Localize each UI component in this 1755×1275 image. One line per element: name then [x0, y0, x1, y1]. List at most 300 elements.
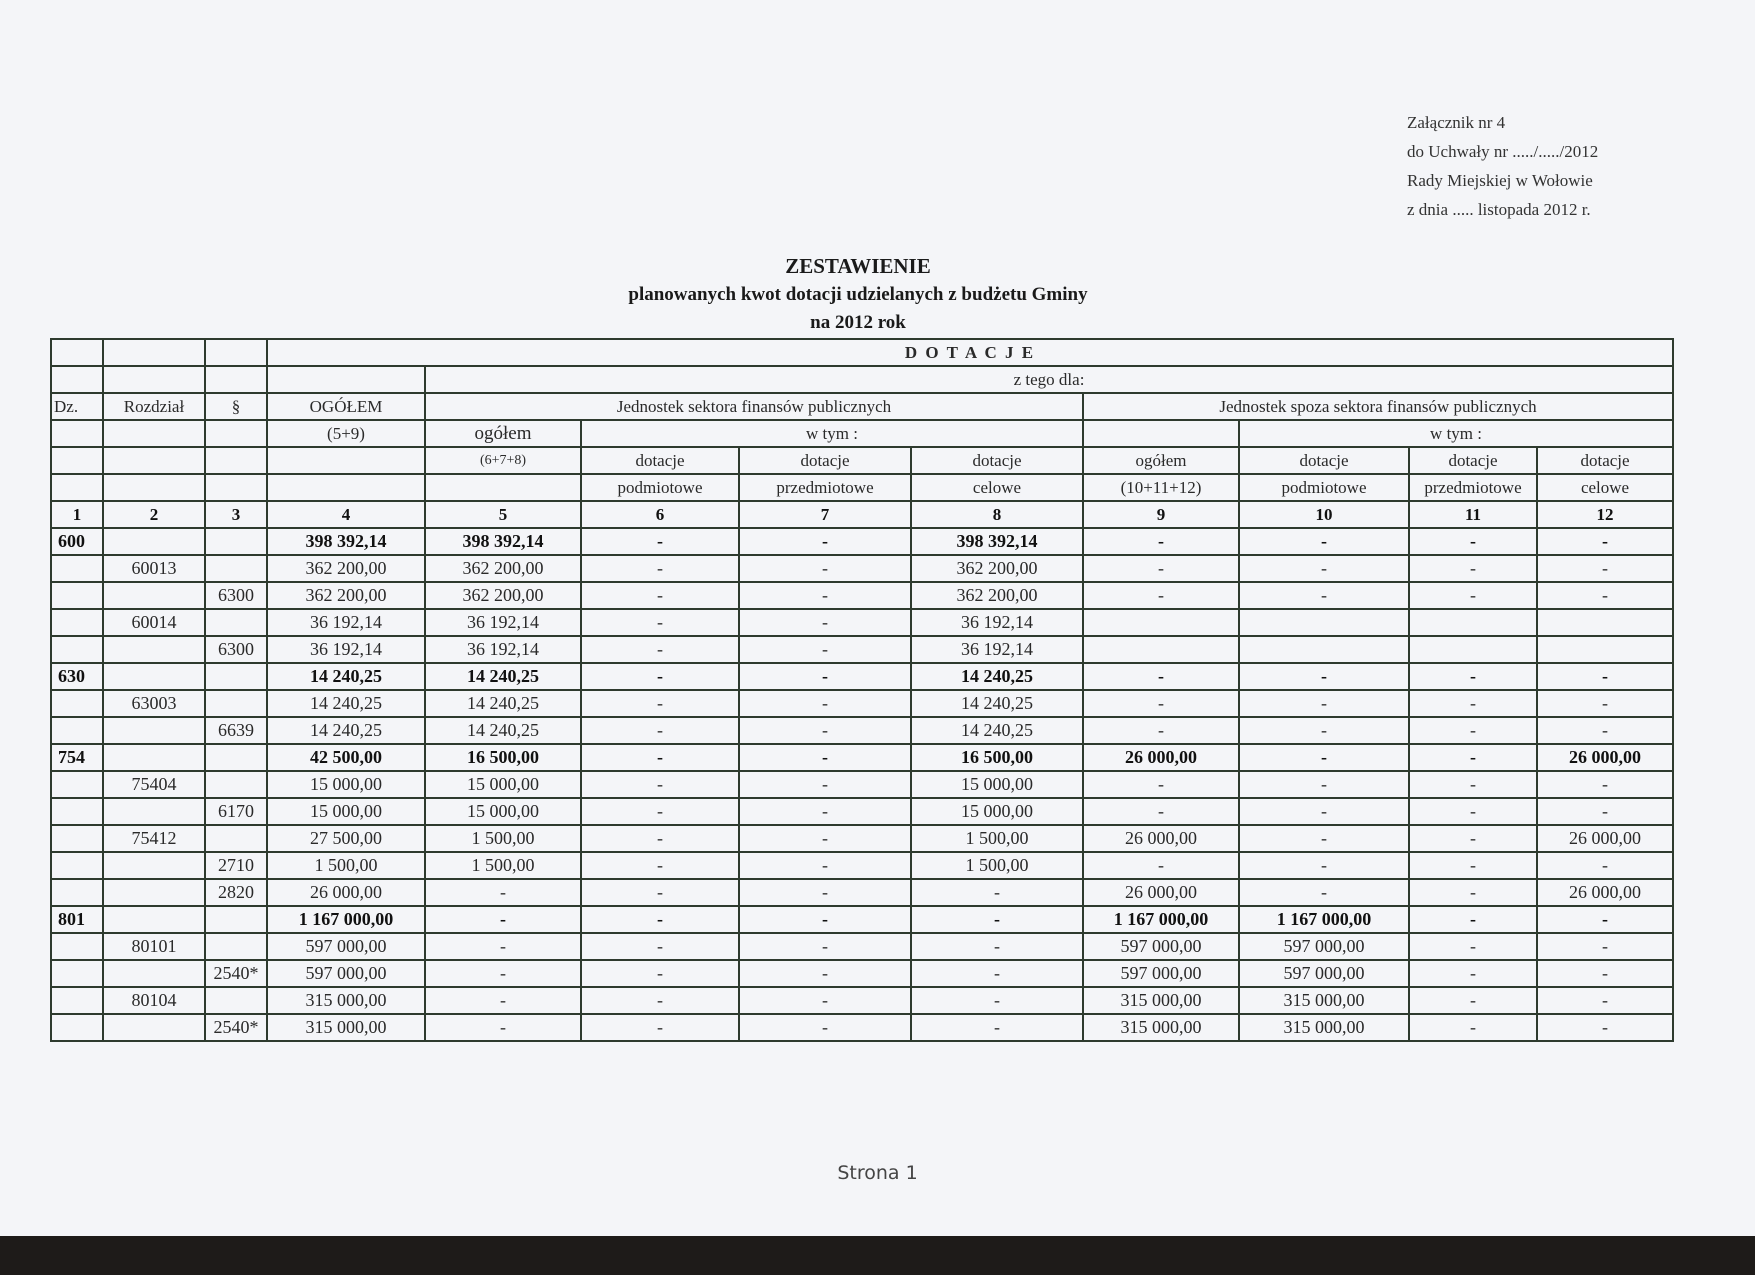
col-number: 12 [1537, 501, 1673, 528]
table-cell: 362 200,00 [425, 555, 581, 582]
table-cell: 801 [51, 906, 103, 933]
table-cell: - [739, 690, 911, 717]
table-cell: - [739, 852, 911, 879]
table-cell: 15 000,00 [911, 771, 1083, 798]
ogolem-header: OGÓŁEM [267, 393, 425, 420]
table-cell: - [739, 987, 911, 1014]
table-cell: - [581, 555, 739, 582]
table-cell: 2820 [205, 879, 267, 906]
table-cell: 14 240,25 [425, 690, 581, 717]
header-cell [205, 339, 267, 366]
table-cell: - [1409, 852, 1537, 879]
table-cell: - [1537, 663, 1673, 690]
table-cell: - [739, 528, 911, 555]
table-cell: - [1537, 798, 1673, 825]
table-cell [205, 987, 267, 1014]
header-cell [267, 366, 425, 393]
table-cell: - [1239, 798, 1409, 825]
table-cell: - [581, 609, 739, 636]
table-row [51, 852, 1673, 879]
table-cell: - [739, 825, 911, 852]
col8-header: dotacje [911, 447, 1083, 474]
table-cell: 75412 [103, 825, 205, 852]
table-cell [1239, 636, 1409, 663]
table-cell [205, 555, 267, 582]
table-row [51, 690, 1673, 717]
table-cell: 1 167 000,00 [267, 906, 425, 933]
table-cell: - [739, 744, 911, 771]
table-cell: - [581, 690, 739, 717]
table-cell: - [581, 1014, 739, 1041]
table-cell: 398 392,14 [425, 528, 581, 555]
col-number: 9 [1083, 501, 1239, 528]
table-cell: 14 240,25 [911, 663, 1083, 690]
table-cell: - [1537, 987, 1673, 1014]
col7-header: dotacje [739, 447, 911, 474]
table-row [51, 933, 1673, 960]
table-cell: 36 192,14 [425, 609, 581, 636]
table-cell: 26 000,00 [1083, 744, 1239, 771]
col-number: 4 [267, 501, 425, 528]
header-cell [103, 447, 205, 474]
table-cell: 60013 [103, 555, 205, 582]
table-cell [205, 609, 267, 636]
header-cell [51, 447, 103, 474]
annex-note [1407, 108, 1598, 224]
col8-sub: celowe [911, 474, 1083, 501]
table-cell: 26 000,00 [1537, 879, 1673, 906]
table-cell: - [1083, 852, 1239, 879]
table-cell: 6170 [205, 798, 267, 825]
table-cell: 36 192,14 [911, 609, 1083, 636]
grants-table [50, 338, 1674, 1042]
header-cell [103, 420, 205, 447]
table-cell: - [1409, 744, 1537, 771]
col-number: 3 [205, 501, 267, 528]
col11-header: dotacje [1409, 447, 1537, 474]
table-cell [1537, 636, 1673, 663]
col-number: 7 [739, 501, 911, 528]
table-cell [51, 933, 103, 960]
header-cell [103, 474, 205, 501]
table-cell: 597 000,00 [1083, 960, 1239, 987]
header-cell [103, 366, 205, 393]
col-number: 1 [51, 501, 103, 528]
table-cell: - [1537, 852, 1673, 879]
table-row [51, 1014, 1673, 1041]
table-cell: - [1409, 663, 1537, 690]
table-cell: 1 167 000,00 [1239, 906, 1409, 933]
annex-line: Rady Miejskiej w Wołowie [1407, 171, 1593, 190]
table-cell [103, 744, 205, 771]
table-cell [1409, 609, 1537, 636]
table-cell: 27 500,00 [267, 825, 425, 852]
table-cell: - [581, 933, 739, 960]
table-cell: - [425, 879, 581, 906]
table-cell: 1 500,00 [911, 852, 1083, 879]
header-cell [425, 474, 581, 501]
table-row [51, 744, 1673, 771]
ogolem-formula: (5+9) [267, 420, 425, 447]
table-cell [51, 771, 103, 798]
col11-sub: przedmiotowe [1409, 474, 1537, 501]
table-cell: 15 000,00 [911, 798, 1083, 825]
table-cell: 315 000,00 [267, 1014, 425, 1041]
table-cell [1083, 609, 1239, 636]
table-cell [51, 609, 103, 636]
table-cell [205, 663, 267, 690]
table-cell [1083, 636, 1239, 663]
table-cell: 36 192,14 [425, 636, 581, 663]
table-cell: 1 500,00 [425, 825, 581, 852]
table-cell: - [739, 771, 911, 798]
w-tym-spoza: w tym : [1239, 420, 1673, 447]
formula-5: (6+7+8) [425, 447, 581, 474]
table-cell: 14 240,25 [911, 690, 1083, 717]
table-cell: 362 200,00 [425, 582, 581, 609]
header-cell [51, 420, 103, 447]
table-cell: 315 000,00 [1083, 987, 1239, 1014]
table-cell: 6639 [205, 717, 267, 744]
table-cell: - [1239, 663, 1409, 690]
table-cell: - [1409, 771, 1537, 798]
table-cell: - [1239, 771, 1409, 798]
table-cell [51, 825, 103, 852]
table-cell: - [425, 960, 581, 987]
header-cell [103, 339, 205, 366]
table-cell: 754 [51, 744, 103, 771]
table-cell: 362 200,00 [267, 582, 425, 609]
table-cell: 315 000,00 [1239, 987, 1409, 1014]
table-row [51, 528, 1673, 555]
table-row [51, 636, 1673, 663]
table-cell: 630 [51, 663, 103, 690]
table-cell: 315 000,00 [1239, 1014, 1409, 1041]
table-cell: 1 500,00 [267, 852, 425, 879]
table-cell: - [1083, 771, 1239, 798]
column-number-row [51, 501, 1673, 528]
table-cell: - [1537, 690, 1673, 717]
table-cell: - [911, 1014, 1083, 1041]
table-cell: - [581, 960, 739, 987]
table-cell: - [1537, 528, 1673, 555]
table-row [51, 825, 1673, 852]
table-cell: - [581, 528, 739, 555]
header-cell [267, 474, 425, 501]
table-row [51, 879, 1673, 906]
table-cell: - [1409, 1014, 1537, 1041]
spoza-header: Jednostek spoza sektora finansów publicznych [1083, 393, 1673, 420]
table-cell: - [1083, 528, 1239, 555]
header-cell [51, 339, 103, 366]
table-cell: - [581, 744, 739, 771]
table-cell [103, 906, 205, 933]
table-cell: 63003 [103, 690, 205, 717]
header-cell [267, 447, 425, 474]
table-cell: - [1409, 798, 1537, 825]
table-cell: 80101 [103, 933, 205, 960]
col-number: 10 [1239, 501, 1409, 528]
col7-sub: przedmiotowe [739, 474, 911, 501]
table-cell [51, 636, 103, 663]
table-cell: - [1409, 879, 1537, 906]
document-year: na 2012 rok [810, 312, 906, 333]
col-number: 2 [103, 501, 205, 528]
annex-line: Załącznik nr 4 [1407, 113, 1506, 132]
table-cell [205, 771, 267, 798]
table-cell: - [1239, 555, 1409, 582]
table-cell: - [581, 825, 739, 852]
table-cell: 315 000,00 [267, 987, 425, 1014]
table-cell: 14 240,25 [267, 663, 425, 690]
z-tego-header: z tego dla: [425, 366, 1673, 393]
col12-sub: celowe [1537, 474, 1673, 501]
table-cell: 597 000,00 [267, 960, 425, 987]
table-cell: - [739, 555, 911, 582]
table-row [51, 609, 1673, 636]
table-cell: - [1537, 582, 1673, 609]
annex-line: z dnia ..... listopada 2012 r. [1407, 200, 1591, 219]
table-cell: 15 000,00 [425, 771, 581, 798]
table-cell: - [911, 987, 1083, 1014]
table-cell: 16 500,00 [425, 744, 581, 771]
table-cell [103, 717, 205, 744]
table-cell: - [581, 879, 739, 906]
table-cell: - [1537, 555, 1673, 582]
table-cell: 1 500,00 [425, 852, 581, 879]
col6-sub: podmiotowe [581, 474, 739, 501]
rozdzial-header: Rozdział [103, 393, 205, 420]
table-cell: 1 500,00 [911, 825, 1083, 852]
table-cell: 26 000,00 [1537, 825, 1673, 852]
header-row [51, 339, 1673, 366]
table-cell: - [1239, 744, 1409, 771]
table-cell: - [1239, 582, 1409, 609]
table-cell [103, 663, 205, 690]
table-cell: 2540* [205, 960, 267, 987]
header-row [51, 393, 1673, 420]
table-cell: - [425, 906, 581, 933]
col-number: 11 [1409, 501, 1537, 528]
table-cell: - [1083, 663, 1239, 690]
table-cell: 14 240,25 [425, 663, 581, 690]
table-cell: 36 192,14 [267, 636, 425, 663]
table-cell: - [739, 906, 911, 933]
table-cell: - [739, 717, 911, 744]
table-cell: 75404 [103, 771, 205, 798]
table-cell [103, 852, 205, 879]
table-cell [103, 1014, 205, 1041]
dotacje-header: D O T A C J E [267, 339, 1673, 366]
table-cell: 597 000,00 [1239, 960, 1409, 987]
table-cell: 42 500,00 [267, 744, 425, 771]
table-cell [103, 528, 205, 555]
table-cell: 14 240,25 [267, 717, 425, 744]
table-cell: - [1409, 555, 1537, 582]
table-cell: 600 [51, 528, 103, 555]
col6-header: dotacje [581, 447, 739, 474]
table-cell: - [1409, 690, 1537, 717]
col10-sub: podmiotowe [1239, 474, 1409, 501]
table-cell: 80104 [103, 987, 205, 1014]
table-cell: - [581, 582, 739, 609]
table-cell: 15 000,00 [267, 798, 425, 825]
table-cell: - [1239, 717, 1409, 744]
table-cell: - [425, 933, 581, 960]
col10-header: dotacje [1239, 447, 1409, 474]
table-row [51, 798, 1673, 825]
table-cell: 26 000,00 [1083, 825, 1239, 852]
table-cell: 15 000,00 [267, 771, 425, 798]
table-cell: 14 240,25 [267, 690, 425, 717]
table-cell: 26 000,00 [1083, 879, 1239, 906]
table-cell: - [1239, 879, 1409, 906]
table-cell: - [1537, 960, 1673, 987]
table-row [51, 987, 1673, 1014]
table-cell: 16 500,00 [911, 744, 1083, 771]
table-cell: 60014 [103, 609, 205, 636]
table-cell: - [739, 879, 911, 906]
table-cell: 26 000,00 [267, 879, 425, 906]
table-cell: - [739, 582, 911, 609]
table-cell: - [1537, 906, 1673, 933]
table-row [51, 771, 1673, 798]
table-cell: - [425, 1014, 581, 1041]
table-cell: 1 167 000,00 [1083, 906, 1239, 933]
table-cell: 315 000,00 [1083, 1014, 1239, 1041]
table-cell: - [1239, 852, 1409, 879]
ogolem-5-header: ogółem [425, 420, 581, 447]
table-cell: - [1409, 582, 1537, 609]
table-cell [205, 690, 267, 717]
scan-edge [0, 1236, 1755, 1275]
table-cell: - [1239, 528, 1409, 555]
header-cell [205, 474, 267, 501]
table-cell: - [581, 636, 739, 663]
table-cell: - [1083, 582, 1239, 609]
table-row [51, 582, 1673, 609]
header-cell [51, 474, 103, 501]
table-row [51, 906, 1673, 933]
table-cell: - [581, 906, 739, 933]
header-cell [51, 366, 103, 393]
header-row [51, 420, 1673, 447]
table-cell [51, 1014, 103, 1041]
table-cell: - [1537, 771, 1673, 798]
table-cell: 6300 [205, 582, 267, 609]
table-cell: 36 192,14 [911, 636, 1083, 663]
table-cell [51, 960, 103, 987]
table-cell: 2540* [205, 1014, 267, 1041]
table-cell: 362 200,00 [911, 555, 1083, 582]
table-cell [51, 798, 103, 825]
table-cell: - [911, 933, 1083, 960]
header-cell [1083, 420, 1239, 447]
table-cell [205, 906, 267, 933]
table-cell: 26 000,00 [1537, 744, 1673, 771]
table-cell: - [1239, 825, 1409, 852]
table-cell [1537, 609, 1673, 636]
table-cell: - [1537, 1014, 1673, 1041]
table-cell [103, 960, 205, 987]
table-cell [51, 717, 103, 744]
table-cell: - [739, 933, 911, 960]
table-cell: - [581, 663, 739, 690]
table-cell [205, 744, 267, 771]
table-row [51, 960, 1673, 987]
header-row [51, 366, 1673, 393]
table-cell [103, 582, 205, 609]
table-cell [103, 879, 205, 906]
table-cell: 6300 [205, 636, 267, 663]
table-cell [51, 852, 103, 879]
table-cell: - [911, 960, 1083, 987]
table-cell: - [1409, 933, 1537, 960]
header-cell [205, 366, 267, 393]
col-number: 8 [911, 501, 1083, 528]
table-cell: 597 000,00 [267, 933, 425, 960]
table-cell: - [581, 798, 739, 825]
table-body [51, 528, 1673, 1041]
dz-header: Dz. [51, 393, 103, 420]
table-cell: - [739, 636, 911, 663]
table-cell: - [1409, 825, 1537, 852]
document-title: ZESTAWIENIE [785, 254, 931, 278]
col12-header: dotacje [1537, 447, 1673, 474]
table-cell: - [1409, 528, 1537, 555]
table-cell [51, 555, 103, 582]
formula-9: (10+11+12) [1083, 474, 1239, 501]
table-cell [103, 636, 205, 663]
table-cell: 597 000,00 [1083, 933, 1239, 960]
col9-header: ogółem [1083, 447, 1239, 474]
document-subtitle: planowanych kwot dotacji udzielanych z budżetu Gminy [628, 284, 1088, 305]
table-cell: 14 240,25 [425, 717, 581, 744]
table-cell: - [911, 906, 1083, 933]
table-cell: - [739, 609, 911, 636]
table-cell [103, 798, 205, 825]
table-row [51, 663, 1673, 690]
table-cell: - [581, 717, 739, 744]
table-cell: - [1409, 960, 1537, 987]
w-tym-sektor: w tym : [581, 420, 1083, 447]
table-cell: 14 240,25 [911, 717, 1083, 744]
table-cell: 2710 [205, 852, 267, 879]
table-cell [51, 690, 103, 717]
header-cell [205, 420, 267, 447]
annex-line: do Uchwały nr ...../...../2012 [1407, 142, 1599, 161]
table-cell: 398 392,14 [911, 528, 1083, 555]
table-cell: - [581, 771, 739, 798]
header-row [51, 474, 1673, 501]
table-cell: - [1409, 906, 1537, 933]
table-cell: - [739, 663, 911, 690]
page-footer: Strona 1 [837, 1162, 918, 1184]
header-cell [205, 447, 267, 474]
table-cell: - [739, 798, 911, 825]
col-number: 5 [425, 501, 581, 528]
paragraph-header: § [205, 393, 267, 420]
table-cell [1409, 636, 1537, 663]
table-cell: - [425, 987, 581, 1014]
table-cell [205, 825, 267, 852]
table-row [51, 717, 1673, 744]
table-cell: 362 200,00 [911, 582, 1083, 609]
table-cell [51, 987, 103, 1014]
table-cell: - [581, 987, 739, 1014]
table-cell: - [1083, 798, 1239, 825]
table-cell: 398 392,14 [267, 528, 425, 555]
